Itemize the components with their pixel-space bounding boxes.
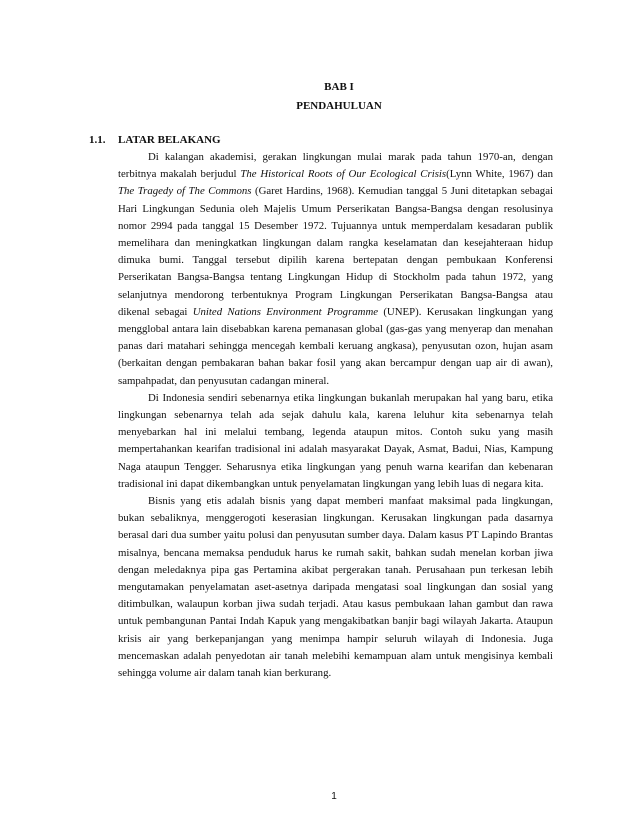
section-number: 1.1.: [89, 134, 106, 146]
paragraph-1: [118, 149, 553, 390]
chapter-title: PENDAHULUAN: [296, 100, 382, 112]
chapter-label: BAB I: [324, 81, 354, 93]
cited-title-historical-roots: The Historical Roots of Our Ecological Crisis: [240, 168, 447, 181]
page-number: 1: [331, 791, 337, 802]
unep-full-name: United Nations Environment Programme: [192, 305, 379, 318]
cited-title-tragedy-of-commons: The Tragedy of The Commons: [118, 185, 252, 198]
section-heading: [89, 132, 221, 148]
paragraph-2: Di Indonesia sendiri sebenarnya etika lingkungan bukanlah merupakan hal yang baru, etika lingkungan sebenarnya telah ada sejak dahulu kala, karena leluhur kita sebenarnya telah menyebarkan hal ini melalui tembang, legenda ataupun mitos. Contoh suku yang masih mempertahankan kearifan tradisional ini adalah masyarakat Dayak, Asmat, Badui, Nias, Kampung Naga ataupun Tengger. Seharusnya etika lingkungan yang penuh warna kearifan dan kebenaran tradisional ini dapat dikembangkan untuk penyelamatan lingkungan yang lebih luas di negara kita.: [118, 391, 553, 490]
body-text: [118, 149, 553, 682]
paragraph-1-text-c: (Garet Hardins, 1968). Kemudian tanggal 5 Juni ditetapkan sebagai Hari Lingkungan Sedunia oleh Majelis Umum Perserikatan Bangsa-Bangsa dengan resolusinya nomor 2994 pada tanggal 15 Desember 1972. Tujuannya untuk memperdalam kesadaran publik memelihara dan meningkatkan lingkungan dalam rangka keselamatan dan kesejahteraan hidup dimuka bumi. Tanggal tersebut dipilih karena bertepatan dengan pembukaan Konferensi Perserikatan Bangsa-Bangsa tentang Lingkungan Hidup di Stockholm pada tahun 1972, yang selanjutnya mendorong terbentuknya Program Lingkungan Perserikatan Bangsa-Bangsa atau dikenal sebagai: [118, 185, 553, 318]
paragraph-3: Bisnis yang etis adalah bisnis yang dapat memberi manfaat maksimal pada lingkungan, bukan sebaliknya, menggerogoti keserasian lingkungan. Kerusakan lingkungan pada dasarnya berasal dari dua sumber yaitu polusi dan penyusutan sumber daya. Dalam kasus PT Lapindo Brantas misalnya, bencana memaksa penduduk harus ke rumah sakit, bahkan sudah menelan korban jiwa dengan meledaknya pipa gas Pertamina akibat pergerakan tanah. Perusahaan pun terkesan lebih mengutamakan penyelamatan aset-asetnya daripada mengatasi soal lingkungan dan sosial yang ditimbulkan, walaupun korban jiwa sudah terjadi. Atau kasus pembukaan lahan gambut dan rawa untuk pembangunan Pantai Indah Kapuk yang mengakibatkan banjir bagi wilayah Jakarta. Ataupun krisis air yang berkepanjangan yang menimpa hampir seluruh wilayah di Indonesia. Juga mencemaskan adalah penyedotan air tanah melebihi kemampuan alam untuk mengisinya kembali sehingga volume air dalam tanah kian berkurang.: [118, 495, 553, 680]
paragraph-1-text-d: (UNEP). Kerusakan lingkungan yang mengglobal antara lain disebabkan karena pemanasan global (gas-gas yang menyerap dan menahan panas dari matahari sehingga mencegah kembali keruang angkasa), penyusutan ozon, hujan asam (berkaitan dengan pembakaran bahan bakar fosil yang akan bercampur dengan uap air di awan), sampahpadat, dan penyusutan cadangan mineral.: [118, 305, 553, 387]
paragraph-1-text-b: (Lynn White, 1967) dan: [446, 168, 553, 181]
paragraph-1-text-a: Di kalangan akademisi, gerakan lingkungan mulai marak pada tahun 1970-an, dengan terbitnya makalah berjudul: [118, 151, 553, 181]
section-title: LATAR BELAKANG: [118, 134, 221, 146]
